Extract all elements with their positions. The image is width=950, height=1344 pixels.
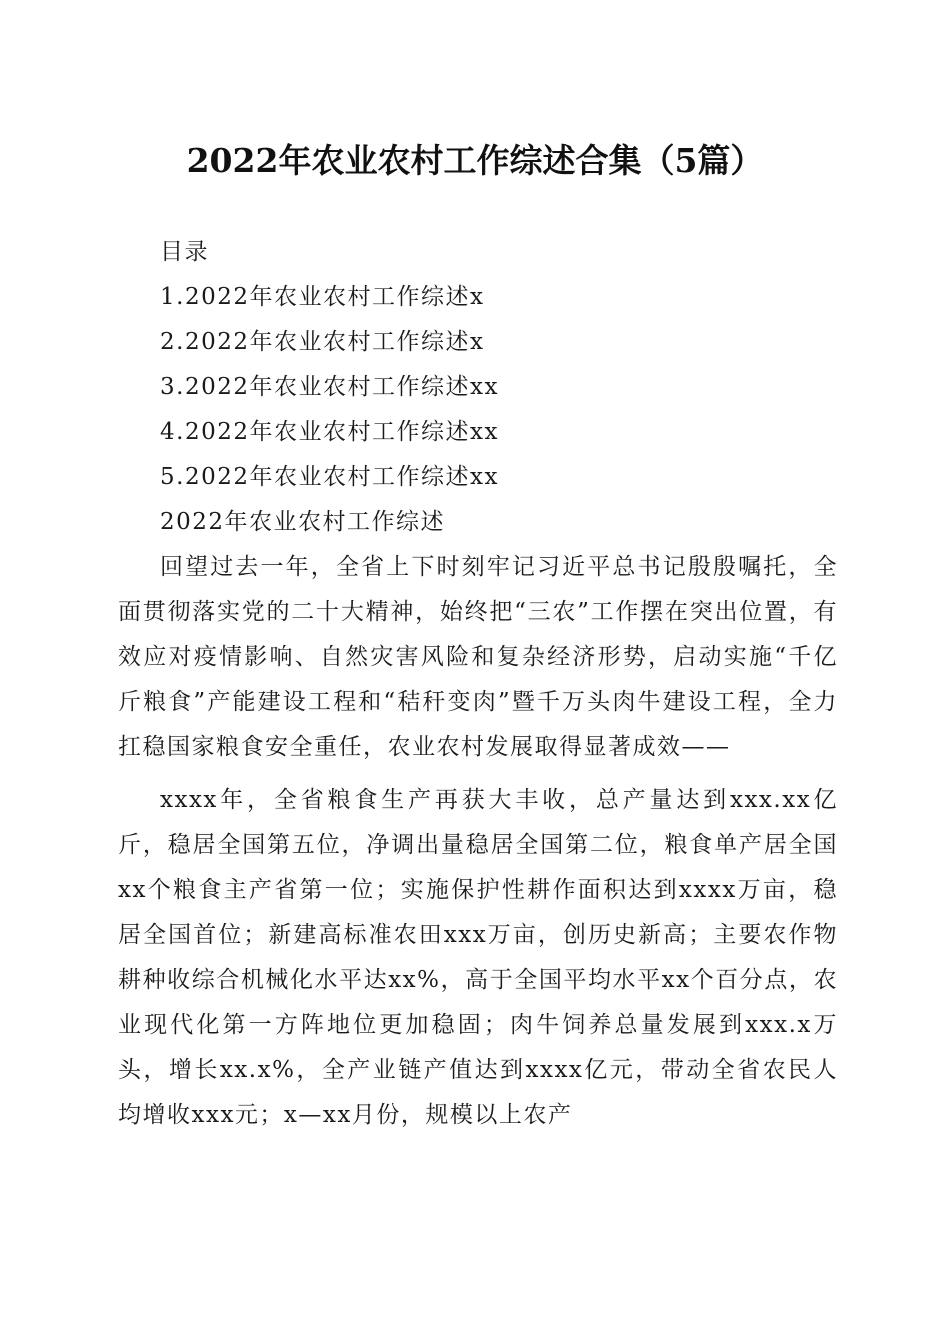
paragraph-intro: 回望过去一年，全省上下时刻牢记习近平总书记殷殷嘱托，全面贯彻落实党的二十大精神，始终把“三农”工作摆在突出位置，有效应对疫情影响、自然灾害风险和复杂经济形势，启动实施“千亿斤粮食”产能建设工程和“秸秆变肉”暨千万头肉牛建设工程，全力扛稳国家粮食安全重任，农业农村发展取得显著成效——	[118, 554, 838, 760]
toc-item-3[interactable]: 3.2022年农业农村工作综述xx	[160, 374, 499, 400]
section-title: 2022年农业农村工作综述	[160, 509, 446, 535]
paragraph-statistics: xxxx年，全省粮食生产再获大丰收，总产量达到xxx.xx亿斤，稳居全国第五位，净调出量稳居全国第二位，粮食单产居全国xx个粮食主产省第一位；实施保护性耕作面积达到xxxx万亩，稳居全国首位；新建高标准农田xxx万亩，创历史新高；主要农作物耕种收综合机械化水平达xx%，高于全国平均水平xx个百分点，农业现代化第一方阵地位更加稳固；肉牛饲养总量发展到xxx.x万头，增长xx.x%，全产业链产值达到xxxx亿元，带动全省农民人均增收xxx元；x—xx月份，规模以上农产	[118, 787, 838, 1128]
toc-heading: 目录	[160, 239, 209, 265]
document-body	[118, 230, 838, 1138]
toc-item-2[interactable]: 2.2022年农业农村工作综述x	[160, 329, 485, 355]
toc-item-4[interactable]: 4.2022年农业农村工作综述xx	[160, 419, 499, 445]
document-title: 2022年农业农村工作综述合集（5篇）	[186, 141, 764, 180]
toc-item-1[interactable]: 1.2022年农业农村工作综述x	[160, 284, 485, 310]
toc-item-5[interactable]: 5.2022年农业农村工作综述xx	[160, 464, 499, 490]
